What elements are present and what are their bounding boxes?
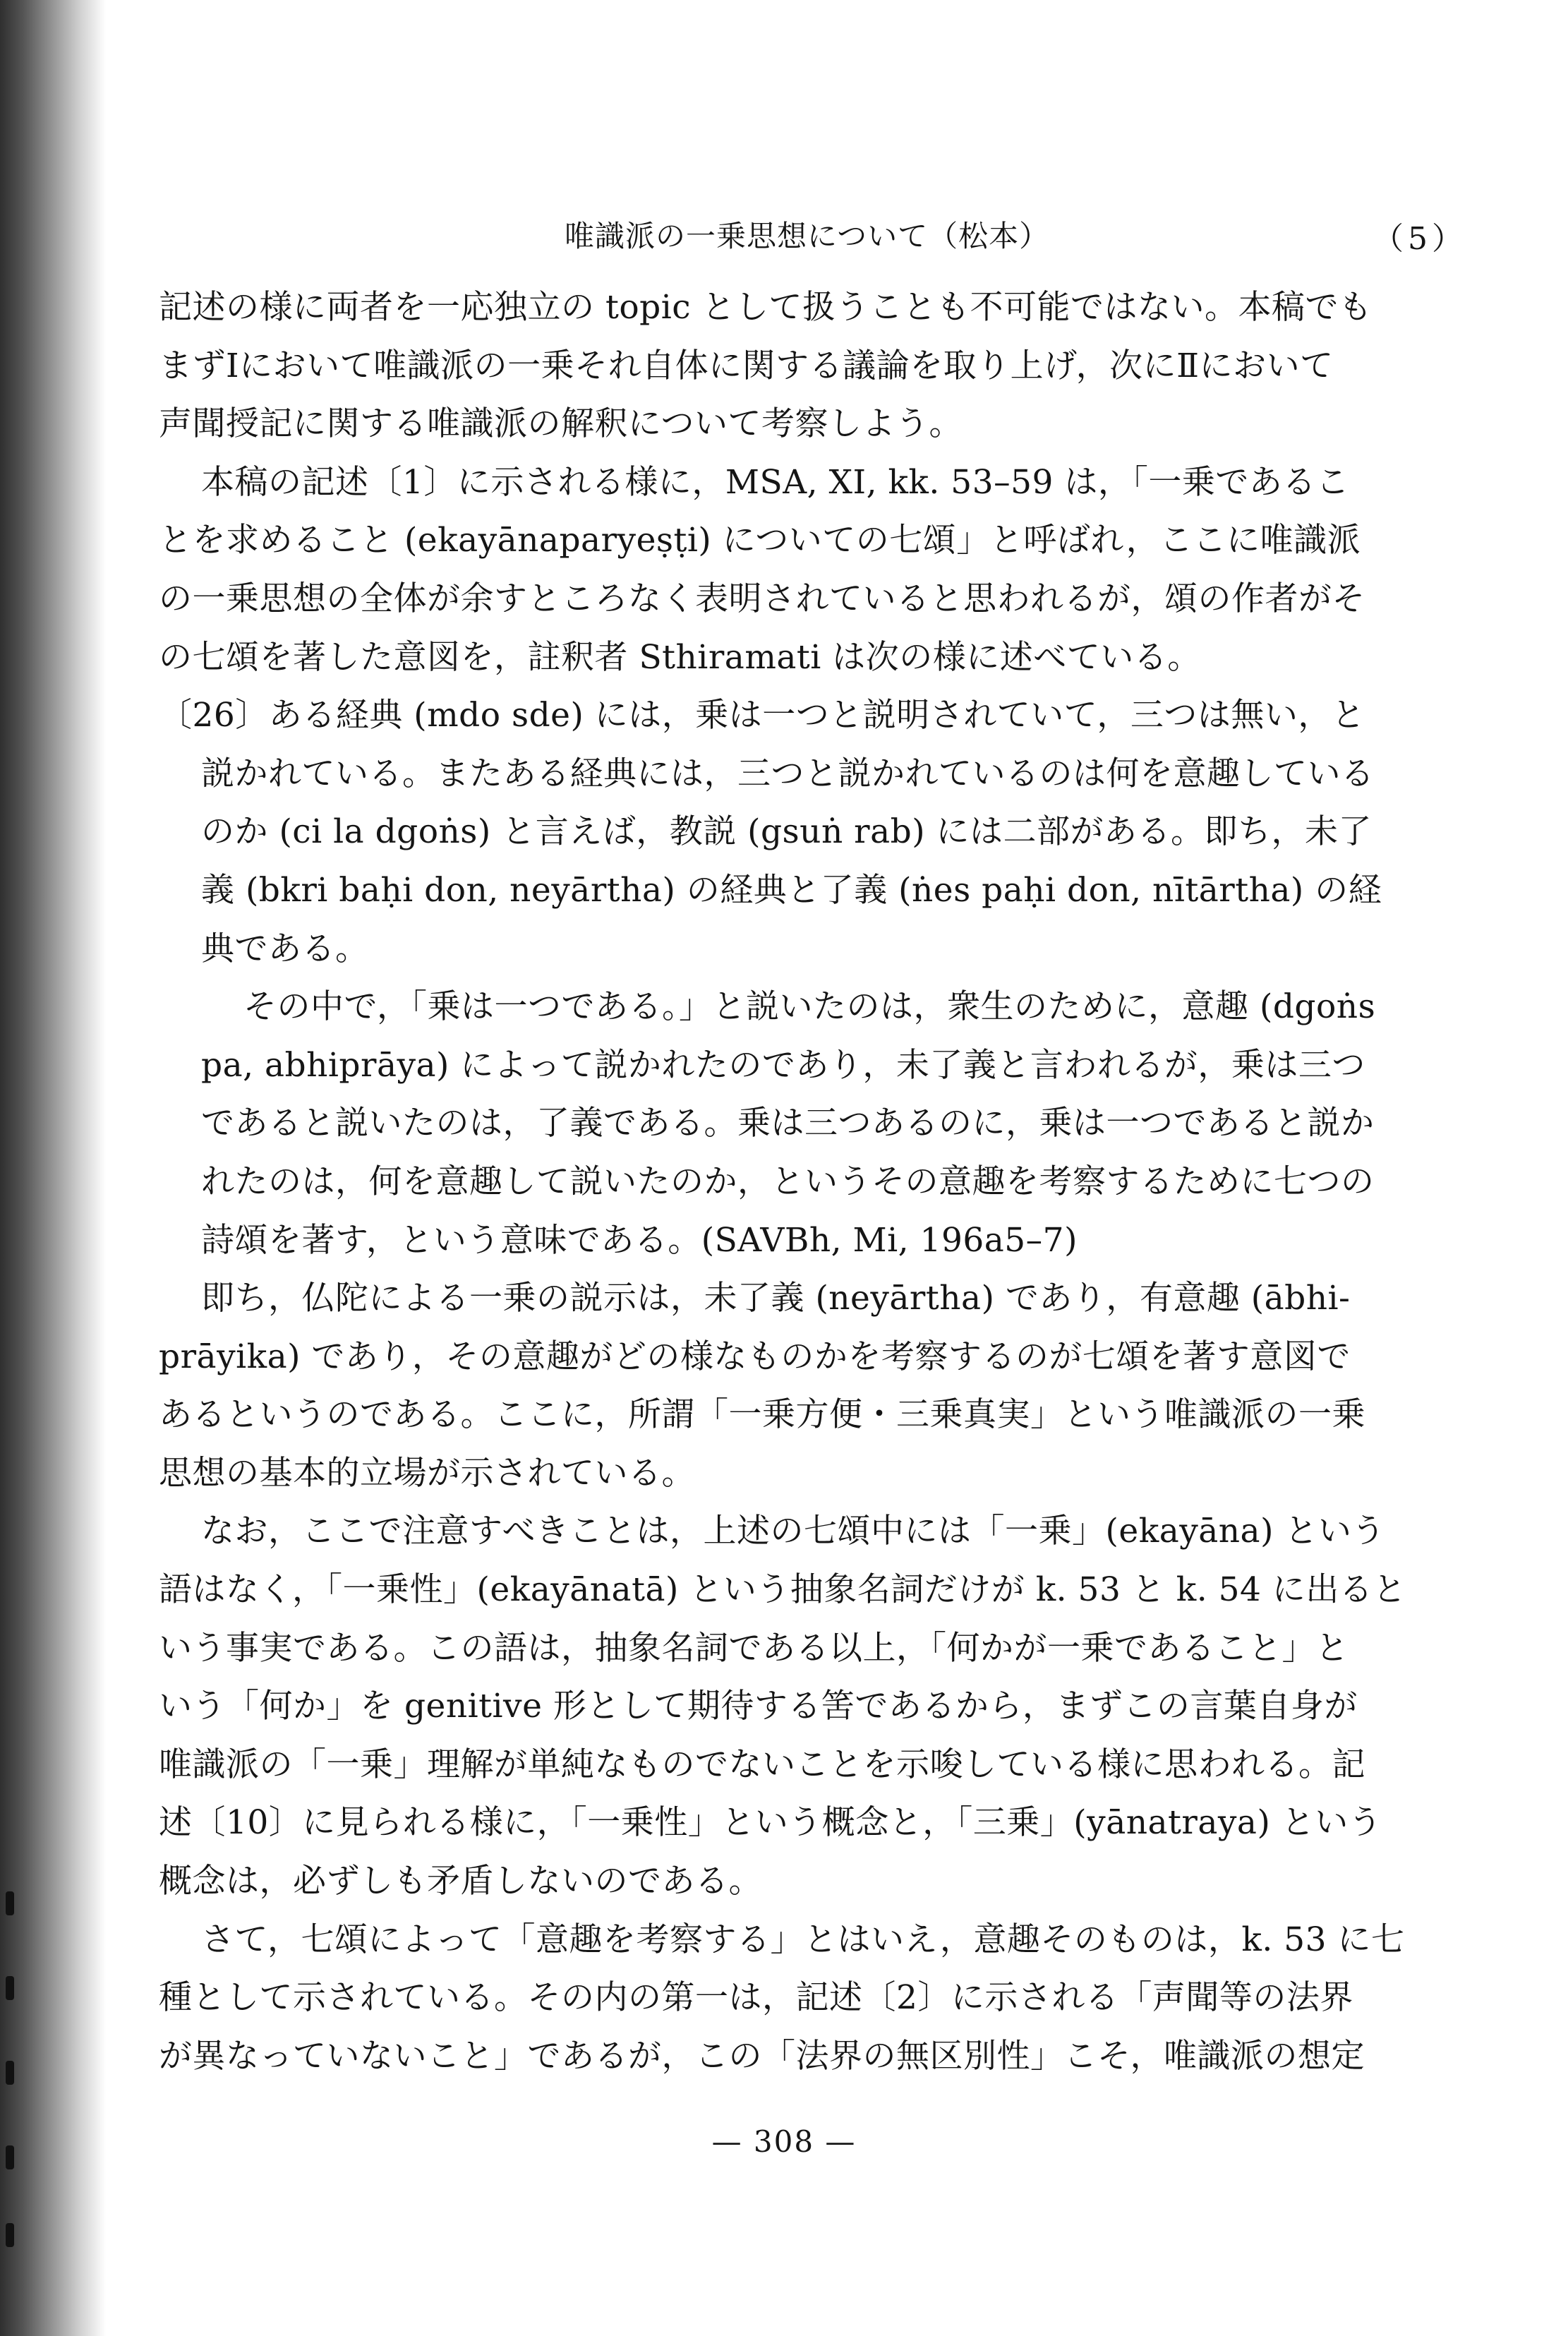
page-number: — 308 —: [711, 2124, 857, 2159]
running-header: [0, 213, 1568, 255]
quote-line: のか (ci la dgoṅs) と言えば，教説 (gsuṅ rab) には二部がある。即ち，未了: [201, 812, 1373, 852]
bleed-mark: [6, 1891, 14, 1915]
text-line: 記述の様に両者を一応独立の topic として扱うことも不可能ではない。本稿でも: [159, 288, 1373, 327]
text-line: 本稿の記述〔1〕に示される様に，MSA, XI, kk. 53–59 は，「一乗であるこ: [201, 462, 1350, 502]
bleed-mark: [6, 2061, 14, 2085]
quote-line: 義 (bkri baḥi don, neyārtha) の経典と了義 (ṅes paḥi don, nītārtha) の経: [201, 870, 1382, 910]
text-line: の七頌を著した意図を，註釈者 Sthiramati は次の様に述べている。: [159, 637, 1201, 677]
quote-line: 典である。: [201, 929, 369, 968]
running-header-title: 唯識派の一乗思想について（松本）: [565, 219, 1050, 253]
text-line: なお，ここで注意すべきことは，上述の七頌中には「一乗」(ekayāna) という: [201, 1512, 1385, 1551]
quote-line: 〔26〕ある経典 (mdo sde) には，乗は一つと説明されていて，三つは無い，と: [159, 696, 1365, 735]
text-line: あるというのである。ここに，所謂「一乗方便・三乗真実」という唯識派の一乗: [159, 1395, 1365, 1435]
text-line: が異なっていないこと」であるが，この「法界の無区別性」こそ，唯識派の想定: [159, 2036, 1365, 2076]
text-line: 唯識派の「一乗」理解が単純なものでないことを示唆している様に思われる。記: [159, 1745, 1365, 1784]
margin-bleed-marks: [6, 1891, 20, 2315]
quote-line: 詩頌を著す，という意味である。(SAVBh, Mi, 196a5–7): [201, 1220, 1078, 1260]
text-line: 声聞授記に関する唯識派の解釈について考察しよう。: [159, 404, 963, 444]
text-line: 種として示されている。その内の第一は，記述〔2〕に示される「声聞等の法界: [159, 1978, 1353, 2018]
text-line: 即ち，仏陀による一乗の説示は，未了義 (neyārtha) であり，有意趣 (ābhi-: [201, 1279, 1351, 1318]
quote-line: れたのは，何を意趣して説いたのか，というその意趣を考察するために七つの: [201, 1162, 1375, 1201]
text-line: 語はなく，「一乗性」(ekayānatā) という抽象名詞だけが k. 53 と k. 54 に出ると: [159, 1570, 1406, 1610]
text-line: 思想の基本的立場が示されている。: [159, 1453, 695, 1493]
text-line: まずⅠにおいて唯識派の一乗それ自体に関する議論を取り上げ，次にⅡにおいて: [159, 346, 1334, 385]
bleed-mark: [6, 1976, 14, 2000]
bleed-mark: [6, 2223, 14, 2247]
body-text: [159, 279, 1450, 2085]
text-line: 述〔10〕に見られる様に，「一乗性」という概念と，「三乗」(yānatraya) という: [159, 1803, 1382, 1843]
text-line: の一乗思想の全体が余すところなく表明されていると思われるが，頌の作者がそ: [159, 579, 1365, 618]
text-line: 概念は，必ずしも矛盾しないのである。: [159, 1862, 762, 1901]
text-line: いう「何か」を genitive 形として期待する筈であるから，まずこの言葉自身が: [159, 1687, 1358, 1726]
text-line: prāyika) であり，その意趣がどの様なものかを考察するのが七頌を著す意図で: [159, 1337, 1351, 1376]
text-line: とを求めること (ekayānaparyeṣṭi) についての七頌」と呼ばれ，ここに唯識派: [159, 521, 1361, 560]
running-header-page-marker: （5）: [1373, 221, 1467, 257]
text-line: さて，七頌によって「意趣を考察する」とはいえ，意趣そのものは，k. 53 に七: [201, 1920, 1405, 1959]
text-line: いう事実である。この語は，抽象名詞である以上，「何かが一乗であること」と: [159, 1628, 1349, 1668]
quote-line: その中で，「乗は一つである。」と説いたのは，衆生のために，意趣 (dgoṅs: [243, 987, 1376, 1027]
quote-line: pa, abhiprāya) によって説かれたのであり，未了義と言われるが，乗は三つ: [201, 1045, 1365, 1085]
quote-line: 説かれている。またある経典には，三つと説かれているのは何を意趣している: [201, 754, 1375, 793]
quote-line: であると説いたのは，了義である。乗は三つあるのに，乗は一つであると説か: [201, 1104, 1375, 1143]
